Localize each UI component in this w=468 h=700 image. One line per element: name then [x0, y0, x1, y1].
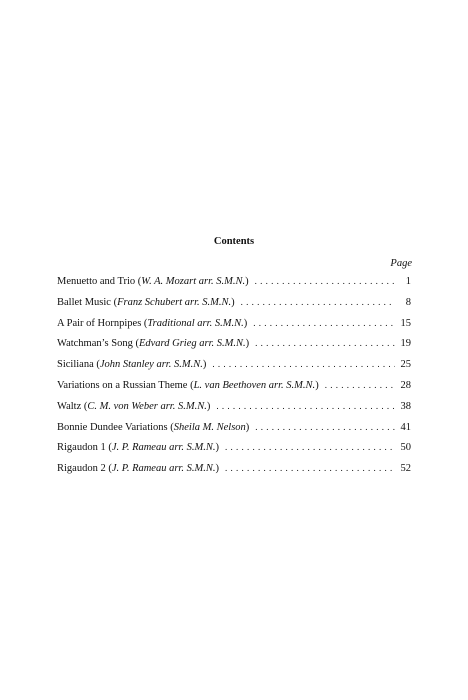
toc-entry-credit: Franz Schubert arr. S.M.N. — [117, 296, 232, 308]
toc-entry — [57, 401, 411, 422]
toc-entry — [57, 338, 411, 359]
toc-entry — [57, 276, 411, 297]
toc-entry-title: Siciliana — [57, 359, 94, 371]
toc-entry — [57, 359, 411, 380]
dot-leader — [212, 359, 395, 369]
dot-leader — [216, 401, 395, 411]
toc-entry-page: 15 — [400, 317, 411, 329]
toc-entry-credit: C. M. von Weber arr. S.M.N. — [87, 400, 207, 412]
toc-entry-title-line: Menuetto and Trio (W. A. Mozart arr. S.M.N.) — [57, 276, 249, 287]
toc-entry-credit: John Stanley arr. S.M.N. — [99, 359, 203, 371]
toc-entry-credit: Edvard Grieg arr. S.M.N. — [138, 338, 246, 350]
toc-entry-title-line: Watchman’s Song (Edvard Grieg arr. S.M.N.) — [57, 338, 250, 350]
toc-entry-page: 19 — [400, 338, 411, 350]
toc-entry-page: 8 — [405, 296, 411, 308]
toc-entry-title-line: A Pair of Hornpipes (Traditional arr. S.M.N.) — [57, 317, 248, 329]
toc-entry-credit: W. A. Mozart arr. S.M.N. — [141, 276, 246, 287]
toc-entry-credit: J. P. Rameau arr. S.M.N. — [111, 463, 216, 475]
toc-entry-title-line: Variations on a Russian Theme (L. van Beethoven arr. S.M.N.) — [57, 379, 319, 391]
toc-entry-title: Rigaudon 2 — [57, 463, 106, 475]
page-column-label: Page — [390, 258, 412, 269]
toc-entry — [57, 422, 411, 443]
dot-leader — [225, 463, 395, 473]
dot-leader — [255, 338, 395, 348]
toc-entry-title: A Pair of Hornpipes — [57, 317, 142, 329]
dot-leader — [255, 276, 395, 286]
toc-entry-title-line: Bonnie Dundee Variations (Sheila M. Nelson) — [57, 421, 250, 433]
toc-entry-page: 50 — [400, 442, 411, 454]
dot-leader — [241, 297, 395, 307]
toc-list — [57, 276, 411, 484]
toc-entry-title: Watchman’s Song — [57, 338, 133, 350]
toc-entry-credit: Sheila M. Nelson — [173, 421, 246, 433]
toc-entry-title: Waltz — [57, 400, 82, 412]
toc-entry-title-line: Ballet Music (Franz Schubert arr. S.M.N.) — [57, 296, 235, 308]
toc-entry-credit: L. van Beethoven arr. S.M.N. — [193, 379, 316, 391]
toc-entry-title: Rigaudon 1 — [57, 442, 106, 454]
toc-entry-title: Variations on a Russian Theme — [57, 379, 188, 391]
toc-entry-title: Bonnie Dundee Variations — [57, 421, 168, 433]
toc-entry-page: 38 — [400, 400, 411, 412]
toc-entry-page: 28 — [400, 379, 411, 391]
toc-entry-page: 25 — [400, 359, 411, 371]
dot-leader — [255, 422, 395, 432]
toc-entry-page: 52 — [400, 463, 411, 475]
dot-leader — [225, 442, 395, 452]
contents-heading: Contents — [213, 236, 255, 247]
toc-entry — [57, 463, 411, 484]
toc-entry-title: Ballet Music — [57, 296, 111, 308]
toc-entry-title-line: Siciliana (John Stanley arr. S.M.N.) — [57, 359, 207, 371]
toc-entry-credit: Traditional arr. S.M.N. — [147, 317, 244, 329]
dot-leader — [253, 318, 395, 328]
toc-entry-page: 41 — [400, 421, 411, 433]
dot-leader — [325, 380, 395, 390]
toc-entry-title-line: Rigaudon 2 (J. P. Rameau arr. S.M.N.) — [57, 463, 219, 475]
toc-entry-page: 1 — [405, 276, 411, 287]
toc-entry-title: Menuetto and Trio — [57, 276, 136, 287]
toc-entry-credit: J. P. Rameau arr. S.M.N. — [111, 442, 216, 454]
toc-entry — [57, 380, 411, 401]
toc-entry-title-line: Rigaudon 1 (J. P. Rameau arr. S.M.N.) — [57, 442, 219, 454]
toc-entry — [57, 318, 411, 339]
toc-entry — [57, 297, 411, 318]
toc-entry-title-line: Waltz (C. M. von Weber arr. S.M.N.) — [57, 400, 211, 412]
toc-entry — [57, 442, 411, 463]
